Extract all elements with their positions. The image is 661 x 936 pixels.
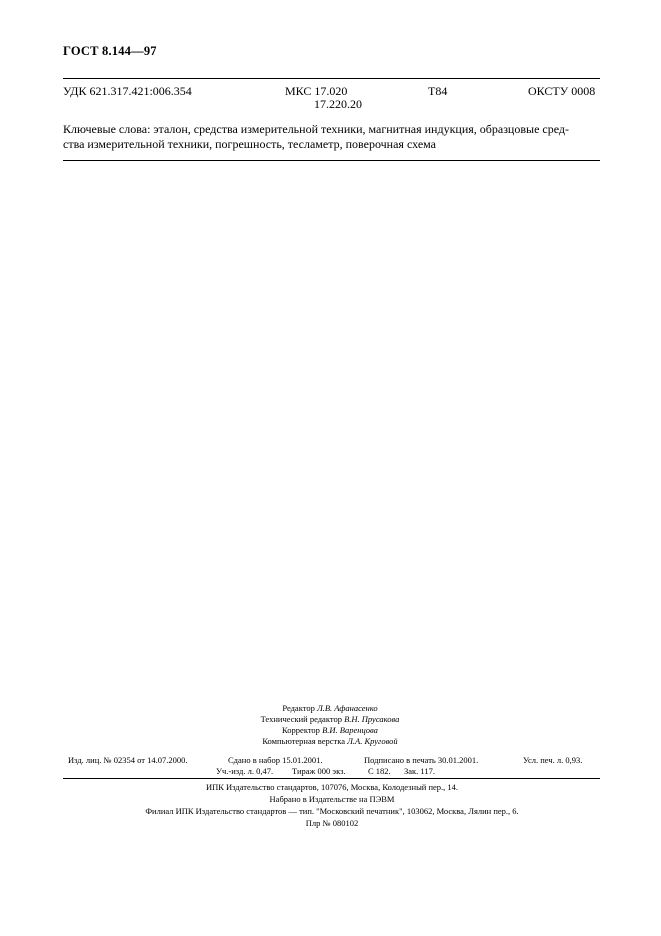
credit-tech-editor: Технический редактор В.Н. Прусакова <box>260 714 400 724</box>
credit-editor: Редактор Л.В. Афанасенко <box>282 703 378 713</box>
udk-code: УДК 621.317.421:006.354 <box>63 84 192 98</box>
divider-publication <box>63 778 600 779</box>
printing-line-1: ИПК Издательство стандартов, 107076, Москва, Колодезный пер., 14. <box>205 782 459 792</box>
keywords-block <box>63 122 601 151</box>
keywords-line-2: ства измерительной техники, погрешность, тесламетр, поверочная схема <box>63 136 436 151</box>
credit-layout: Компьютерная верстка Л.А. Круговой <box>262 736 398 746</box>
printing-info <box>63 781 601 829</box>
editorial-credits <box>160 703 500 747</box>
printing-line-2: Набрано в Издательстве на ПЭВМ <box>269 794 395 804</box>
group-code: Т84 <box>428 84 448 98</box>
printing-line-4: Плр № 080102 <box>305 818 359 828</box>
divider-top <box>63 78 600 79</box>
okstu-code: ОКСТУ 0008 <box>528 84 596 98</box>
license-info: Изд. лиц. № 02354 от 14.07.2000. <box>68 755 188 765</box>
signed-date: Подписано в печать 30.01.2001. <box>364 755 479 765</box>
circulation: Тираж 000 экз. <box>292 766 346 776</box>
page-count: С 182. <box>368 766 391 776</box>
mks-code-1: МКС 17.020 <box>285 84 348 98</box>
printing-line-3: Филиал ИПК Издательство стандартов — тип. "Московский печатник", 103062, Москва, Лялин пер., 6. <box>145 806 519 816</box>
mks-code-2: 17.220.20 <box>314 97 362 111</box>
print-sheets: Усл. печ. л. 0,93. <box>523 755 583 765</box>
document-header: ГОСТ 8.144—97 <box>63 44 157 58</box>
order-number: Зак. 117. <box>404 766 435 776</box>
pub-sheets: Уч.-изд. л. 0,47. <box>216 766 274 776</box>
submitted-date: Сдано в набор 15.01.2001. <box>228 755 323 765</box>
keywords-line-1: Ключевые слова: эталон, средства измерительной техники, магнитная индукция, образцовые сред- <box>63 122 570 136</box>
divider-keywords <box>63 160 600 161</box>
credit-proofreader: Корректор В.И. Варенцова <box>282 725 378 735</box>
